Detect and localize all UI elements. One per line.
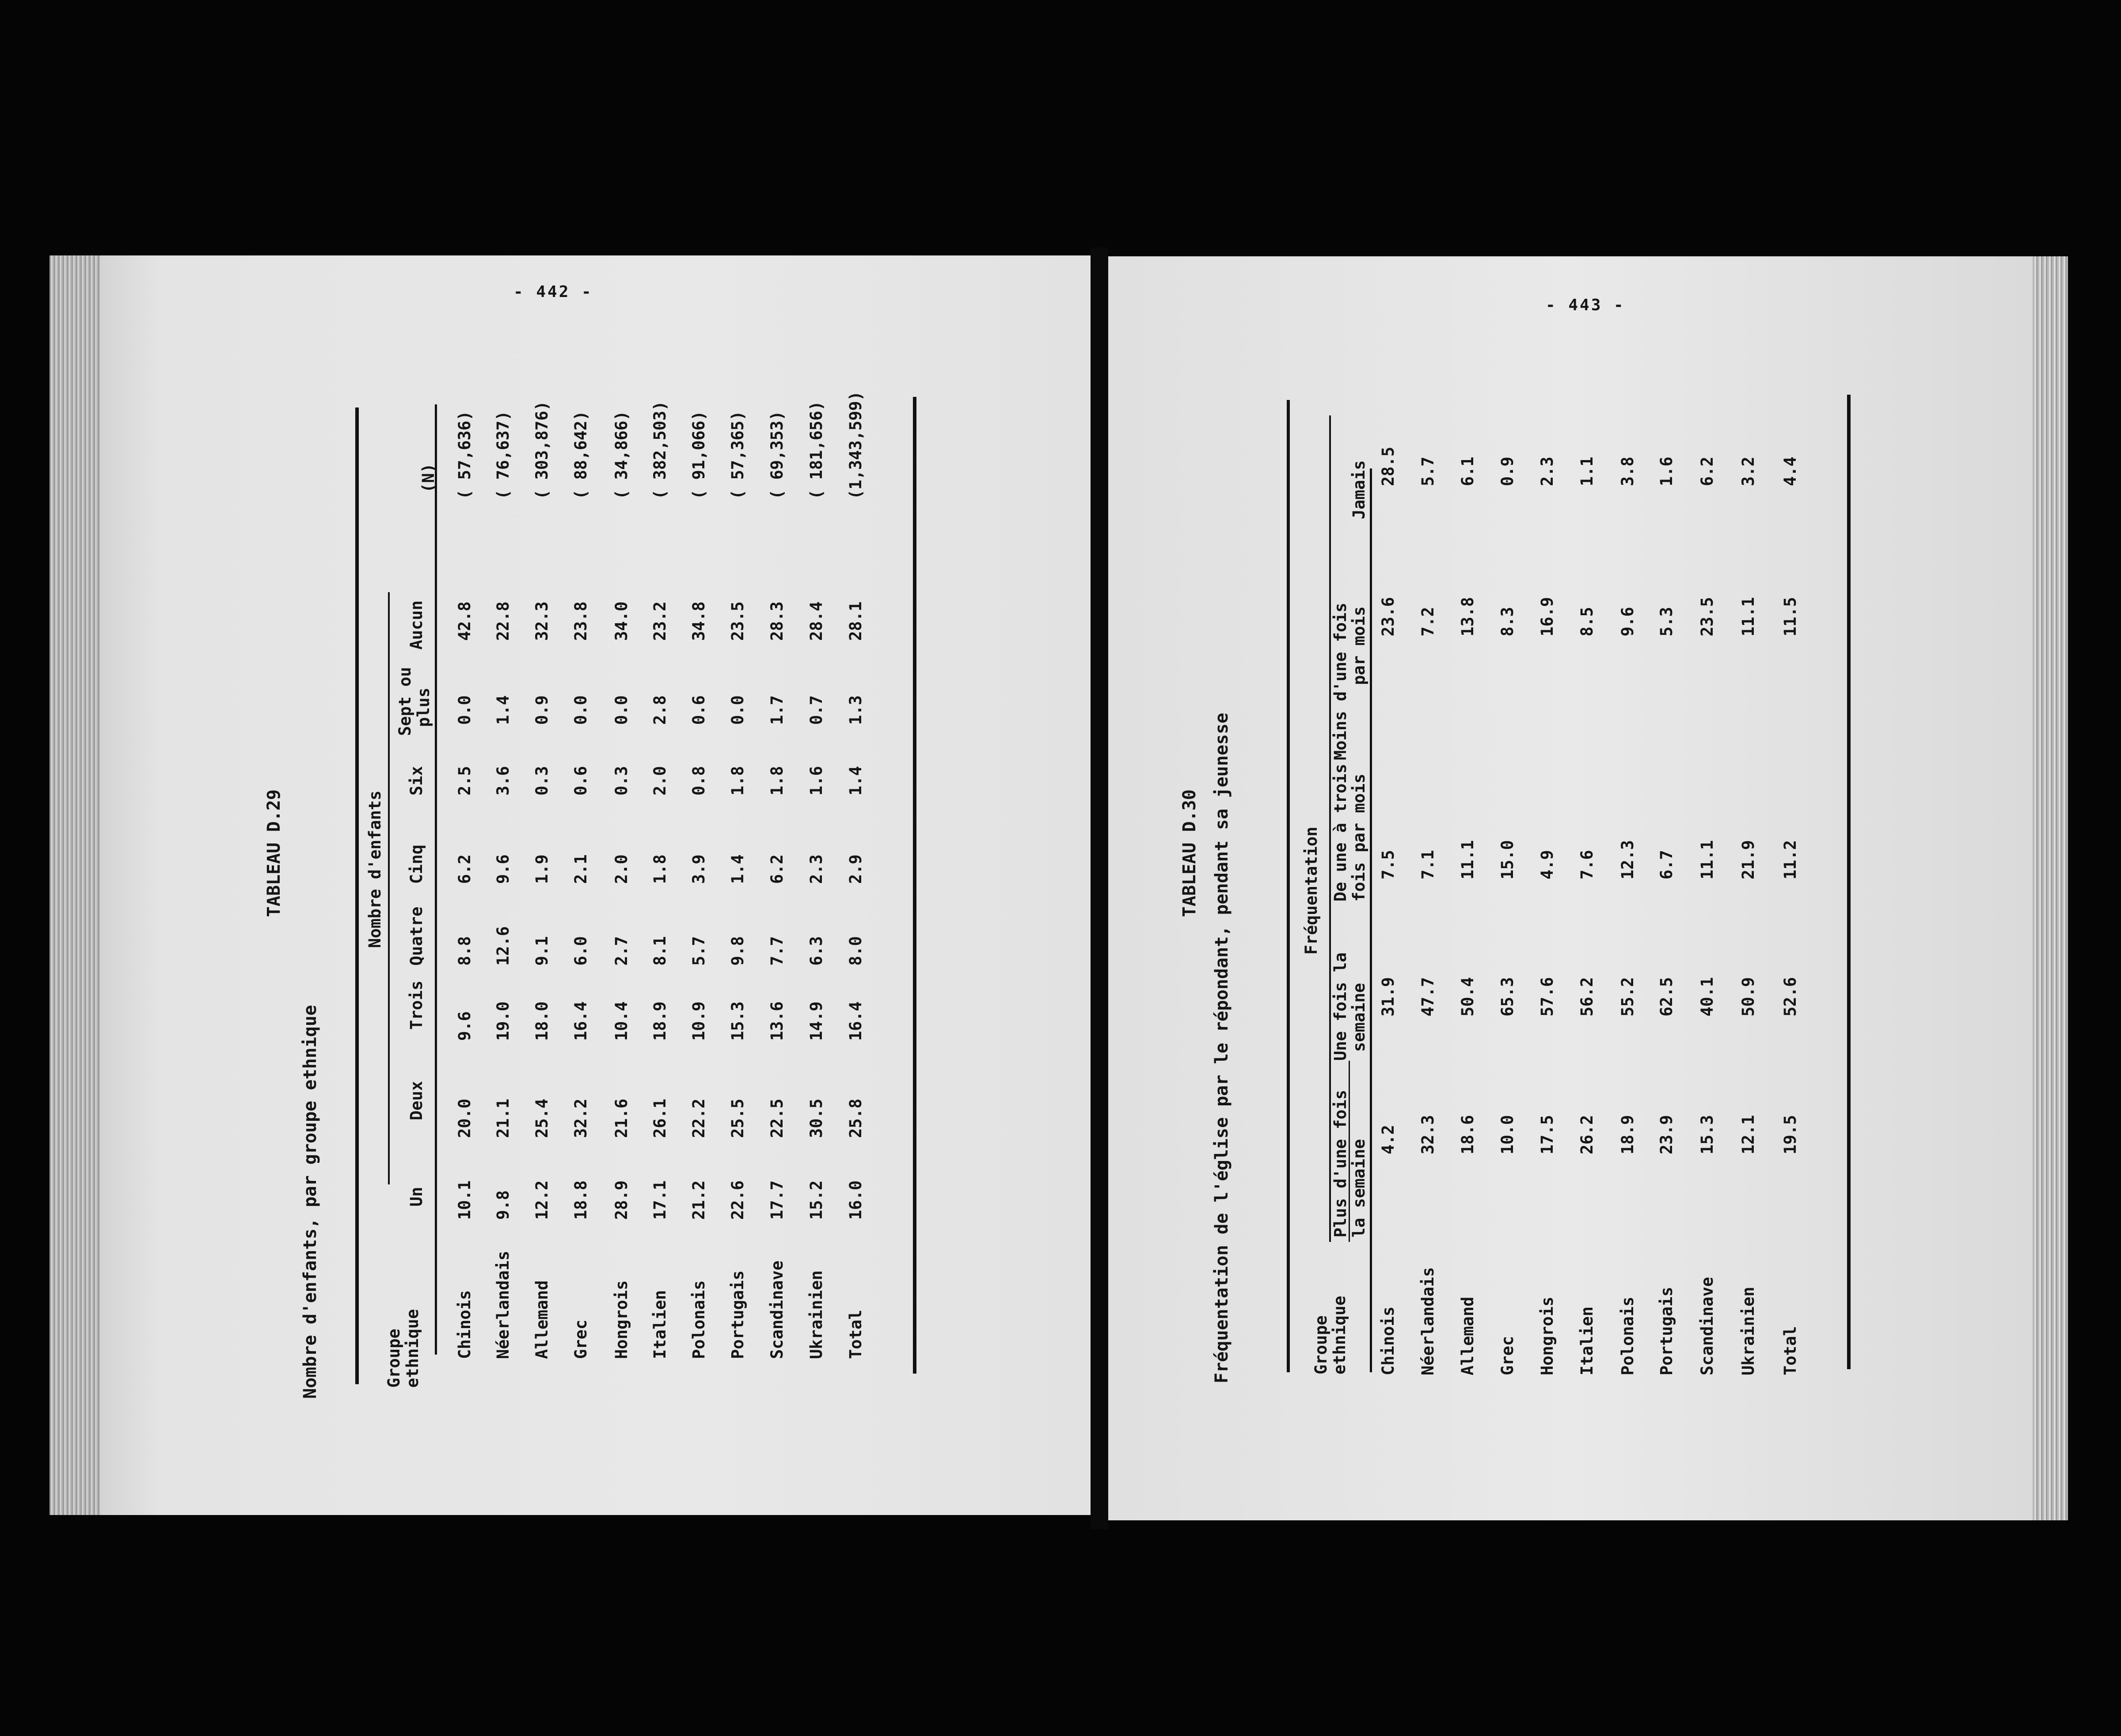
row-label-hongrois: Hongrois: [1538, 1296, 1557, 1375]
table-cell: 10.0: [1498, 1115, 1517, 1154]
table-cell: 3.6: [494, 766, 513, 796]
table-cell: 32.3: [1418, 1115, 1437, 1154]
col-header-moins-line1: Moins d'une fois: [1331, 602, 1350, 760]
table-cell: 7.2: [1418, 607, 1437, 636]
table-rule-bottom: [1847, 395, 1851, 1369]
left-page-edge: [49, 255, 107, 1515]
table-cell: 3.8: [1618, 457, 1637, 486]
table-cell: 2.0: [650, 766, 669, 796]
table-cell: 16.0: [846, 1180, 865, 1220]
table-cell: 32.2: [571, 1098, 590, 1138]
table-cell: 0.0: [571, 695, 590, 725]
col-header-une-a-trois-line2: fois par mois: [1349, 773, 1368, 902]
table-cell: 1.3: [846, 695, 865, 725]
col-header-six: Six: [407, 766, 426, 796]
table-cell: 50.4: [1458, 977, 1477, 1016]
table-cell: 7.7: [768, 936, 787, 966]
row-header-line1: Groupe: [384, 1329, 403, 1388]
table-cell: 25.5: [728, 1098, 747, 1138]
col-header-une-a-trois-line1: De une à trois: [1331, 764, 1350, 902]
table-cell: 18.8: [571, 1180, 590, 1220]
table-cell: 0.9: [532, 695, 551, 725]
table-cell: 1.4: [728, 854, 747, 884]
table-cell: 13.6: [768, 1001, 787, 1041]
table-cell: 7.5: [1379, 850, 1398, 879]
col-header-un: Un: [407, 1187, 426, 1207]
table-cell: ( 76,637): [494, 411, 513, 499]
table-cell: 21.1: [494, 1098, 513, 1138]
table-cell: 30.5: [807, 1098, 826, 1138]
row-label-italien: Italien: [650, 1290, 669, 1359]
table-rule-top: [1287, 400, 1290, 1372]
table-cell: ( 91,066): [689, 411, 708, 499]
col-header-jamais: Jamais: [1349, 460, 1368, 519]
table-cell: 0.7: [807, 695, 826, 725]
table-caption: Fréquentation de l'église par le répondant, pendant sa jeunesse: [1212, 712, 1232, 1383]
table-cell: 32.3: [532, 601, 551, 641]
table-cell: 8.0: [846, 936, 865, 966]
table-cell: 7.6: [1577, 850, 1596, 879]
table-cell: 65.3: [1498, 977, 1517, 1016]
table-cell: ( 57,365): [728, 411, 747, 499]
group-header-rule: [388, 592, 390, 1184]
table-cell: (1,343,599): [846, 391, 865, 499]
table-cell: 23.9: [1657, 1115, 1676, 1154]
table-cell: 12.6: [494, 926, 513, 966]
row-header-line2: ethnique: [1330, 1295, 1349, 1374]
table-cell: 8.5: [1577, 607, 1596, 636]
table-cell: 5.7: [689, 936, 708, 966]
row-label-polonais: Polonais: [1618, 1296, 1637, 1375]
col-header-une-fois-line2: semaine: [1349, 983, 1368, 1052]
table-cell: 12.3: [1618, 840, 1637, 879]
table-cell: ( 69,353): [768, 411, 787, 499]
table-cell: 11.2: [1781, 840, 1800, 879]
row-label-scandinave: Scandinave: [1698, 1277, 1717, 1375]
table-cell: 20.0: [455, 1098, 474, 1138]
col-header-sept-line2: plus: [414, 687, 433, 727]
col-header-plus-line1: Plus d'une fois: [1331, 1089, 1350, 1237]
col-header-quatre: Quatre: [407, 906, 426, 966]
table-cell: 17.1: [650, 1180, 669, 1220]
table-cell: 0.0: [612, 695, 631, 725]
col-header-plus-line2: la semaine: [1349, 1139, 1368, 1237]
table-cell: 0.6: [689, 695, 708, 725]
table-cell: 22.5: [768, 1098, 787, 1138]
table-cell: 28.3: [768, 601, 787, 641]
row-label-allemand: Allemand: [1458, 1296, 1477, 1375]
header-rule: [435, 404, 437, 1355]
table-cell: 11.5: [1781, 597, 1800, 636]
table-title: TABLEAU D.30: [1179, 789, 1200, 917]
table-cell: 1.8: [728, 766, 747, 796]
table-cell: 40.1: [1698, 977, 1717, 1016]
table-cell: 6.2: [455, 854, 474, 884]
table-cell: 11.1: [1698, 840, 1717, 879]
page-number-left: - 442 -: [513, 283, 593, 301]
table-cell: 15.3: [728, 1001, 747, 1041]
table-cell: 5.7: [1418, 457, 1437, 486]
table-cell: ( 181,656): [807, 401, 826, 499]
table-cell: ( 382,503): [650, 401, 669, 499]
table-cell: ( 88,642): [571, 411, 590, 499]
table-cell: 2.7: [612, 936, 631, 966]
row-label-ukrainien: Ukrainien: [807, 1270, 826, 1359]
table-cell: ( 303,876): [532, 401, 551, 499]
table-cell: 56.2: [1577, 977, 1596, 1016]
col-header-moins-line2: par mois: [1349, 606, 1368, 685]
table-cell: 18.6: [1458, 1115, 1477, 1154]
table-cell: 17.7: [768, 1180, 787, 1220]
table-cell: 0.0: [455, 695, 474, 725]
table-cell: 4.4: [1781, 457, 1800, 486]
table-cell: 28.1: [846, 601, 865, 641]
table-cell: 28.9: [612, 1180, 631, 1220]
table-cell: 12.1: [1739, 1115, 1758, 1154]
row-label-néerlandais: Néerlandais: [494, 1250, 513, 1359]
table-cell: 34.8: [689, 601, 708, 641]
table-cell: 55.2: [1618, 977, 1637, 1016]
row-label-polonais: Polonais: [689, 1280, 708, 1359]
table-cell: 8.8: [455, 936, 474, 966]
table-cell: 11.1: [1458, 840, 1477, 879]
table-cell: 5.3: [1657, 607, 1676, 636]
col-header-une-fois-line1: Une fois la: [1331, 952, 1350, 1061]
table-cell: 25.4: [532, 1098, 551, 1138]
table-cell: 21.6: [612, 1098, 631, 1138]
table-cell: 21.2: [689, 1180, 708, 1220]
table-cell: 62.5: [1657, 977, 1676, 1016]
row-label-ukrainien: Ukrainien: [1739, 1287, 1758, 1375]
row-label-portugais: Portugais: [728, 1270, 747, 1359]
table-cell: 10.1: [455, 1180, 474, 1220]
group-header: Fréquentation: [1302, 826, 1321, 955]
table-cell: 2.3: [807, 854, 826, 884]
table-cell: 25.8: [846, 1098, 865, 1138]
table-cell: 23.6: [1379, 597, 1398, 636]
table-cell: 28.5: [1379, 446, 1398, 486]
row-label-hongrois: Hongrois: [612, 1280, 631, 1359]
table-cell: 6.0: [571, 936, 590, 966]
table-cell: 1.1: [1577, 457, 1596, 486]
table-cell: 0.6: [571, 766, 590, 796]
table-cell: 1.6: [1657, 457, 1676, 486]
table-cell: 18.0: [532, 1001, 551, 1041]
table-cell: 28.4: [807, 601, 826, 641]
table-cell: 22.2: [689, 1098, 708, 1138]
table-cell: 47.7: [1418, 977, 1437, 1016]
table-cell: 1.7: [768, 695, 787, 725]
table-cell: 21.9: [1739, 840, 1758, 879]
table-cell: ( 57,636): [455, 411, 474, 499]
table-cell: 22.6: [728, 1180, 747, 1220]
row-header-line1: Groupe: [1311, 1315, 1330, 1374]
col-header-n: (N): [419, 463, 438, 493]
col-header-sept-line1: Sept ou: [395, 667, 414, 736]
table-cell: 19.0: [494, 1001, 513, 1041]
table-cell: 1.9: [532, 854, 551, 884]
table-cell: 23.8: [571, 601, 590, 641]
right-page-edge: [2033, 256, 2068, 1520]
right-page: [1108, 256, 2036, 1520]
table-cell: 2.8: [650, 695, 669, 725]
table-cell: 6.2: [768, 854, 787, 884]
table-cell: 11.1: [1739, 597, 1758, 636]
table-cell: 7.1: [1418, 850, 1437, 879]
table-cell: 16.4: [846, 1001, 865, 1041]
table-cell: 9.6: [1618, 607, 1637, 636]
table-cell: 15.2: [807, 1180, 826, 1220]
table-cell: 42.8: [455, 601, 474, 641]
table-cell: 15.0: [1498, 840, 1517, 879]
row-label-grec: Grec: [1498, 1336, 1517, 1375]
row-label-italien: Italien: [1577, 1306, 1596, 1375]
col-header-deux: Deux: [407, 1081, 426, 1120]
table-cell: 52.6: [1781, 977, 1800, 1016]
table-cell: 16.9: [1538, 597, 1557, 636]
table-cell: 2.0: [612, 854, 631, 884]
table-cell: 34.0: [612, 601, 631, 641]
table-cell: 23.5: [1698, 597, 1717, 636]
table-cell: 2.3: [1538, 457, 1557, 486]
table-cell: 9.6: [455, 1011, 474, 1041]
table-cell: 8.3: [1498, 607, 1517, 636]
row-label-néerlandais: Néerlandais: [1418, 1267, 1437, 1375]
table-cell: 3.2: [1739, 457, 1758, 486]
table-title: TABLEAU D.29: [264, 789, 284, 917]
table-cell: 18.9: [1618, 1115, 1637, 1154]
table-cell: 9.6: [494, 854, 513, 884]
table-cell: 6.7: [1657, 850, 1676, 879]
table-cell: 0.9: [1498, 457, 1517, 486]
table-rule-bottom: [913, 397, 916, 1374]
table-cell: 19.5: [1781, 1115, 1800, 1154]
book-spine: [1091, 247, 1108, 1529]
row-header-line2: ethnique: [403, 1309, 422, 1388]
table-caption: Nombre d'enfants, par groupe ethnique: [300, 1005, 320, 1399]
table-cell: 10.9: [689, 1001, 708, 1041]
table-cell: 4.9: [1538, 850, 1557, 879]
table-cell: 1.4: [494, 695, 513, 725]
page-number-right: - 443 -: [1546, 296, 1625, 314]
row-label-total: Total: [846, 1310, 865, 1359]
table-cell: 9.8: [494, 1190, 513, 1220]
table-cell: ( 34,866): [612, 411, 631, 499]
row-label-chinois: Chinois: [455, 1290, 474, 1359]
header-rule: [1370, 468, 1372, 1372]
table-cell: 2.5: [455, 766, 474, 796]
col-header-aucun: Aucun: [407, 600, 426, 650]
table-cell: 1.8: [768, 766, 787, 796]
row-label-scandinave: Scandinave: [768, 1260, 787, 1359]
table-cell: 6.2: [1698, 457, 1717, 486]
table-cell: 2.9: [846, 854, 865, 884]
table-cell: 23.5: [728, 601, 747, 641]
table-cell: 9.8: [728, 936, 747, 966]
row-label-chinois: Chinois: [1379, 1306, 1398, 1375]
table-cell: 6.1: [1458, 457, 1477, 486]
table-cell: 3.9: [689, 854, 708, 884]
table-cell: 50.9: [1739, 977, 1758, 1016]
table-cell: 26.2: [1577, 1115, 1596, 1154]
table-cell: 0.3: [612, 766, 631, 796]
col-header-trois: Trois: [407, 980, 426, 1030]
table-rule-top: [355, 407, 359, 1384]
table-cell: 0.3: [532, 766, 551, 796]
table-cell: 18.9: [650, 1001, 669, 1041]
table-cell: 31.9: [1379, 977, 1398, 1016]
table-cell: 16.4: [571, 1001, 590, 1041]
table-cell: 14.9: [807, 1001, 826, 1041]
row-label-allemand: Allemand: [532, 1280, 551, 1359]
row-label-grec: Grec: [571, 1319, 590, 1359]
table-cell: 1.8: [650, 854, 669, 884]
table-cell: 12.2: [532, 1180, 551, 1220]
table-cell: 2.1: [571, 854, 590, 884]
table-cell: 6.3: [807, 936, 826, 966]
table-cell: 13.8: [1458, 597, 1477, 636]
table-cell: 15.3: [1698, 1115, 1717, 1154]
row-label-portugais: Portugais: [1657, 1287, 1676, 1375]
table-cell: 4.2: [1379, 1125, 1398, 1154]
table-cell: 8.1: [650, 936, 669, 966]
table-cell: 10.4: [612, 1001, 631, 1041]
table-cell: 26.1: [650, 1098, 669, 1138]
group-header: Nombre d'enfants: [365, 790, 384, 948]
table-cell: 1.4: [846, 766, 865, 796]
row-label-total: Total: [1781, 1326, 1800, 1375]
table-cell: 17.5: [1538, 1115, 1557, 1154]
left-page: [101, 255, 1091, 1515]
table-cell: 0.8: [689, 766, 708, 796]
table-cell: 22.8: [494, 601, 513, 641]
table-cell: 0.0: [728, 695, 747, 725]
table-cell: 23.2: [650, 601, 669, 641]
col-header-cinq: Cinq: [407, 844, 426, 884]
table-cell: 57.6: [1538, 977, 1557, 1016]
table-cell: 1.6: [807, 766, 826, 796]
table-cell: 9.1: [532, 936, 551, 966]
